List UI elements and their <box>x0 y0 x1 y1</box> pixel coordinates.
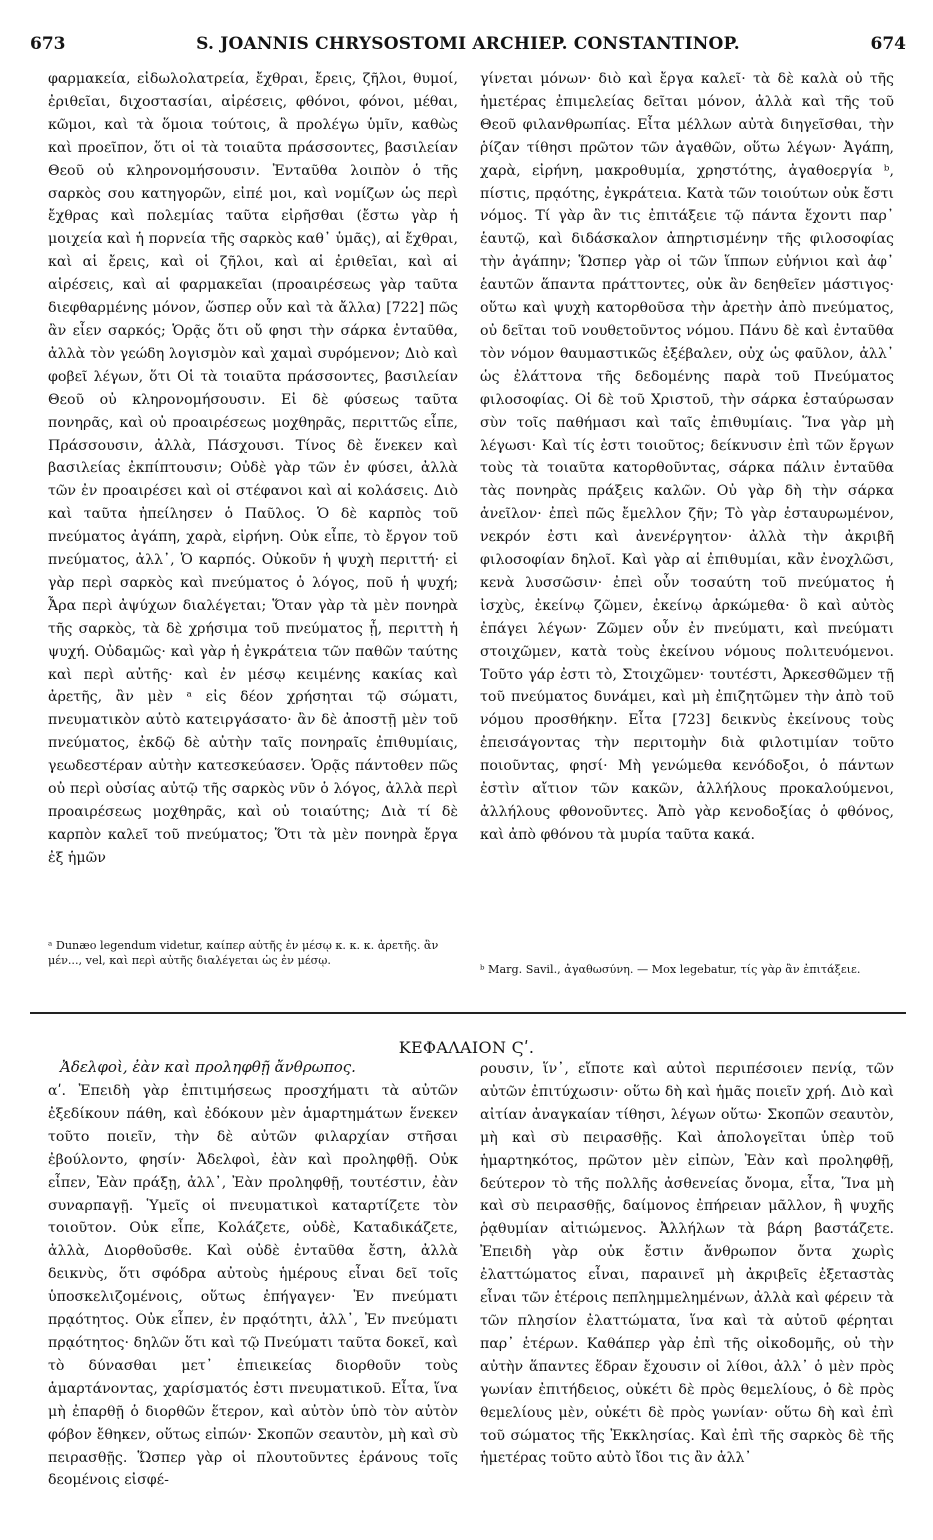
footnote-a: ᵃ Dunæo legendum videtur, καίπερ αὐτῆς ἐν μέσῳ κ. κ. κ. ἀρετῆς. ἂν μέν..., vel, καὶ περὶ αὐτῆς διαλέγεται ὡς ἐν μέσῳ. <box>48 939 439 967</box>
upper-right-text: γίνεται μόνων· διὸ καὶ ἔργα καλεῖ· τὰ δὲ καλὰ οὐ τῆς ἡμετέρας ἐπιμελείας δεῖται μόνον, ἀλλὰ καὶ τῆς τοῦ Θεοῦ φιλανθρωπίας. Εἶτα μέλλων αὐτὰ διηγεῖσθαι, τὴν ῥίζαν τίθησι πρῶτον τῶν ἀγαθῶν, οὕτω λέγων· Ἀγάπη, χαρὰ, εἰρήνη, μακροθυμία, χρηστότης, ἀγαθοεργία ᵇ, πίστις, πρᾳότης, ἐγκράτεια. Κατὰ τῶν τοιούτων οὐκ ἔστι νόμος. Τί γὰρ ἂν τις ἐπιτάξειε τῷ πάντα ἔχοντι παρ᾽ ἑαυτῷ, καὶ διδάσκαλον ἀπηρτισμένην τῆς φιλοσοφίας τὴν ἀγάπην; Ὥσπερ γὰρ οἱ τῶν ἵππων εὐήνιοι καὶ ἀφ᾽ ἑαυτῶν ἅπαντα πράττοντες, οὐκ ἂν δεηθεῖεν μάστιγος· οὕτω καὶ ψυχὴ κατορθοῦσα τὴν ἀρετὴν ἀπὸ πνεύματος, οὐ δεῖται τοῦ νουθετοῦντος νόμου. Πάνυ δὲ καὶ ἐνταῦθα τὸν νόμον θαυμαστικῶς ἐξέβαλεν, οὐχ ὡς φαῦλον, ἀλλ᾽ ὡς ἐλάττονα τῆς δεδομένης παρὰ τοῦ Πνεύματος φιλοσοφίας. Οἱ δὲ τοῦ Χριστοῦ, τὴν σάρκα ἐσταύρωσαν σὺν τοῖς παθήμασι καὶ ταῖς ἐπιθυμίαις. Ἵνα γὰρ μὴ λέγωσι· Καὶ τίς ἐστι τοιοῦτος; δείκνυσιν ἐπὶ τῶν ἔργων τοὺς τὰ τοιαῦτα κατορθοῦντας, σάρκα πάλιν ἐνταῦθα τὰς πονηρὰς πράξεις καλῶν. Οὐ γὰρ δὴ τὴν σάρκα ἀνεῖλον· ἐπεὶ πῶς ἔμελλον ζῆν; Τὸ γὰρ ἐσταυρωμένον, νεκρόν ἐστι καὶ ἀνενέργητον· ἀλλὰ τὴν ἀκριβῆ φιλοσοφίαν δηλοῖ. Καὶ γὰρ αἱ ἐπιθυμίαι, κἂν ἐνοχλῶσι, κενὰ λυσσῶσιν· ἐπεὶ οὖν τοσαύτη τοῦ πνεύματος ἡ ἰσχὺς, ἐκείνῳ ζῶμεν, ἐκείνῳ ἀρκώμεθα· ὃ καὶ αὐτὸς ἐπάγει λέγων· Ζῶμεν οὖν ἐν πνεύματι, καὶ πνεύματι στοιχῶμεν, κατὰ τοὺς ἐκείνου νόμους πολιτευόμενοι. Τοῦτο γάρ ἐστι τὸ, Στοιχῶμεν· τουτέστι, Ἀρκεσθῶμεν τῇ τοῦ πνεύματος δυνάμει, καὶ μὴ ἐπιζητῶμεν τὴν ἀπὸ τοῦ νόμου προσθήκην. Εἶτα [723] δεικνὺς ἐκείνους τοὺς ἐπεισάγοντας τὴν περιτομὴν διὰ φιλοτιμίαν τοῦτο ποιοῦντας, φησί· Μὴ γενώμεθα κενόδοξοι, ὁ πάντων ἐστὶν αἴτιον τῶν κακῶν, ἀλλήλους προκαλούμενοι, ἀλλήλους φθονοῦντες. Ἀπὸ γὰρ κενοδοξίας ὁ φθόνος, καὶ ἀπὸ φθόνου τὰ μυρία ταῦτα κακά. <box>480 71 894 843</box>
page-number-left: 673 <box>30 34 66 54</box>
running-head-title: S. JOANNIS CHRYSOSTOMI ARCHIEP. CONSTANTINOP. <box>196 34 740 54</box>
running-header <box>30 34 906 58</box>
lower-left-text: αʹ. Ἐπειδὴ γὰρ ἐπιτιμήσεως προσχήματι τὰ αὐτῶν ἐξεδίκουν πάθη, καὶ ἐδόκουν μὲν ἁμαρτημάτων ἕνεκεν τοῦτο ποιεῖν, τὴν δὲ αὐτῶν φιλαρχίαν στῆσαι ἐβούλοντο, φησίν· Ἀδελφοὶ, ἐὰν καὶ προληφθῇ. Οὐκ εἶπεν, Ἐὰν πράξῃ, ἀλλ᾽, Ἐὰν προληφθῇ, τουτέστιν, ἐὰν συναρπαγῇ. Ὑμεῖς οἱ πνευματικοὶ καταρτίζετε τὸν τοιοῦτον. Οὐκ εἶπε, Κολάζετε, οὐδὲ, Καταδικάζετε, ἀλλὰ, Διορθοῦσθε. Καὶ οὐδὲ ἐνταῦθα ἔστη, ἀλλὰ δεικνὺς, ὅτι σφόδρα αὐτοὺς ἡμέρους εἶναι δεῖ τοῖς ὑποσκελιζομένοις, οὕτως ἐπήγαγεν· Ἐν πνεύματι πρᾳότητος. Οὐκ εἶπεν, ἐν πρᾳότητι, ἀλλ᾽, Ἐν πνεύματι πρᾳότητος· δηλῶν ὅτι καὶ τῷ Πνεύματι ταῦτα δοκεῖ, καὶ τὸ δύνασθαι μετ᾽ ἐπιεικείας διορθοῦν τοὺς ἁμαρτάνοντας, χαρίσματός ἐστι πνευματικοῦ. Εἶτα, ἵνα μὴ ἐπαρθῇ ὁ διορθῶν ἕτερον, καὶ αὐτὸν ὑπὸ τὸν αὐτὸν φόβον ἔθηκεν, οὕτως εἰπών· Σκοπῶν σεαυτὸν, μὴ καὶ σὺ πειρασθῇς. Ὥσπερ γὰρ οἱ πλουτοῦντες ἐράνους τοῖς δεομένοις εἰσφέ- <box>48 1083 458 1489</box>
upper-left-text: φαρμακεία, εἰδωλολατρεία, ἔχθραι, ἔρεις, ζῆλοι, θυμοί, ἐριθεῖαι, διχοστασίαι, αἱρέσεις, φθόνοι, φόνοι, μέθαι, κῶμοι, καὶ τὰ ὅμοια τούτοις, ἃ προλέγω ὑμῖν, καθὼς καὶ προεῖπον, ὅτι οἱ τὰ τοιαῦτα πράσσοντες, βασιλείαν Θεοῦ οὐ κληρονομήσουσιν. Ἐνταῦθα λοιπὸν ὁ τῆς σαρκὸς σου κατηγορῶν, εἰπέ μοι, καὶ νομίζων ὡς περὶ ἔχθρας καὶ πολεμίας ταῦτα εἰρῆσθαι (ἔστω γὰρ ἡ μοιχεία καὶ ἡ πορνεία τῆς σαρκὸς καθ᾽ ὑμᾶς), αἱ ἔχθραι, καὶ αἱ ἔρεις, καὶ οἱ ζῆλοι, καὶ αἱ ἐριθεῖαι, καὶ αἱ αἱρέσεις, καὶ αἱ φαρμακεῖαι (προαιρέσεως γὰρ ταῦτα διεφθαρμένης μόνον, ὥσπερ οὖν καὶ τὰ ἄλλα) [722] πῶς ἂν εἶεν σαρκός; Ὁρᾷς ὅτι οὔ φησι τὴν σάρκα ἐνταῦθα, ἀλλὰ τὸν γεώδη λογισμὸν καὶ χαμαὶ συρόμενον; Διὸ καὶ φοβεῖ λέγων, ὅτι Οἱ τὰ τοιαῦτα πράσσοντες, βασιλείαν Θεοῦ οὐ κληρονομήσουσιν. Εἰ δὲ φύσεως ταῦτα πονηρᾶς, καὶ οὐ προαιρέσεως μοχθηρᾶς, περιττῶς εἶπε, Πράσσουσιν, ἀλλὰ, Πάσχουσι. Τίνος δὲ ἕνεκεν καὶ βασιλείας ἐκπίπτουσιν; Οὐδὲ γὰρ τῶν ἐν φύσει, ἀλλὰ τῶν ἐν προαιρέσει καὶ οἱ στέφανοι καὶ αἱ κολάσεις. Διὸ καὶ ταῦτα ἠπείλησεν ὁ Παῦλος. Ὁ δὲ καρπὸς τοῦ πνεύματος ἀγάπη, χαρὰ, εἰρήνη. Οὐκ εἶπε, τὸ ἔργον τοῦ πνεύματος, ἀλλ᾽, Ὁ καρπός. Οὐκοῦν ἡ ψυχὴ περιττή· εἰ γὰρ περὶ σαρκὸς καὶ πνεύματος ὁ λόγος, ποῦ ἡ ψυχή; Ἆρα περὶ ἀψύχων διαλέγεται; Ὅταν γὰρ τὰ μὲν πονηρὰ τῆς σαρκὸς, τὰ δὲ χρήσιμα τοῦ πνεύματος ᾖ, περιττὴ ἡ ψυχή. Οὐδαμῶς· καὶ γὰρ ἡ ἐγκράτεια τῶν παθῶν ταύτης καὶ περὶ αὐτῆς· καὶ ἐν μέσῳ κειμένης κακίας καὶ ἀρετῆς, ἂν μὲν ᵃ εἰς δέον χρήσηται τῷ σώματι, πνευματικὸν αὐτὸ κατειργάσατο· ἂν δὲ ἀποστῇ μὲν τοῦ πνεύματος, ἐκδῷ δὲ αὐτὴν ταῖς πονηραῖς ἐπιθυμίαις, γεωδεστέραν αὐτὴν κατεσκεύασεν. Ὁρᾷς πάντοθεν πῶς οὐ περὶ οὐσίας αὐτῷ τῆς σαρκὸς νῦν ὁ λόγος, ἀλλὰ περὶ προαιρέσεως μοχθηρᾶς, καὶ οὐ τοιαύτης; Διὰ τί δὲ καρπὸν καλεῖ τοῦ πνεύματος; Ὅτι τὰ μὲν πονηρὰ ἔργα ἐξ ἡμῶν <box>48 71 458 866</box>
section-divider-rule <box>30 1012 906 1014</box>
lower-right-text: ρουσιν, ἵν᾽, εἴποτε καὶ αὐτοὶ περιπέσοιεν πενίᾳ, τῶν αὐτῶν ἐπιτύχωσιν· οὕτω δὴ καὶ ἡμᾶς ποιεῖν χρή. Διὸ καὶ αἰτίαν ἀναγκαίαν τίθησι, λέγων οὕτω· Σκοπῶν σεαυτὸν, μὴ καὶ σὺ πειρασθῇς. Καὶ ἀπολογεῖται ὑπὲρ τοῦ ἡμαρτηκότος, πρῶτον μὲν εἰπὼν, Ἐὰν καὶ προληφθῇ, δεύτερον τὸ τῆς πολλῆς ἀσθενείας ὄνομα, εἶτα, Ἵνα μὴ καὶ σὺ πειρασθῇς, δαίμονος ἐπήρειαν μᾶλλον, ἢ ψυχῆς ῥᾳθυμίαν αἰτιώμενος. Ἀλλήλων τὰ βάρη βαστάζετε. Ἐπειδὴ γὰρ οὐκ ἔστιν ἄνθρωπον ὄντα χωρὶς ἐλαττώματος εἶναι, παραινεῖ μὴ ἀκριβεῖς ἐξεταστὰς εἶναι τῶν ἑτέροις πεπλημμελημένων, ἀλλὰ καὶ φέρειν τὰ τῶν πλησίον ἐλαττώματα, ἵνα καὶ τὰ αὐτοῦ φέρηται παρ᾽ ἑτέρων. Καθάπερ γὰρ ἐπὶ τῆς οἰκοδομῆς, οὐ τὴν αὐτὴν ἅπαντες ἕδραν ἔχουσιν οἱ λίθοι, ἀλλ᾽ ὁ μὲν πρὸς γωνίαν ἐπιτήδειος, οὐκέτι δὲ πρὸς θεμελίους, ὁ δὲ πρὸς θεμελίους μὲν, οὐκέτι δὲ πρὸς γωνίαν· οὕτω δὴ καὶ ἐπὶ τοῦ σώματος τῆς Ἐκκλησίας. Καὶ ἐπὶ τῆς σαρκὸς δὲ τῆς ἡμετέρας τοῦτο αὐτὸ ἴδοι τις ἂν ἀλλ᾽ <box>480 1061 894 1467</box>
upper-left-column <box>48 68 458 870</box>
lower-left-column <box>48 1080 458 1492</box>
footnote-b: ᵇ Marg. Savil., ἀγαθωσύνη. — Mox legebatur, τίς γὰρ ἂν ἐπιτάξειε. <box>480 963 861 976</box>
upper-right-column <box>480 68 894 847</box>
lower-right-column <box>480 1058 894 1470</box>
page-number-right: 674 <box>870 34 906 54</box>
chapter-subtitle: Ἀδελφοὶ, ἐὰν καὶ προληφθῇ ἄνθρωπος. <box>60 1058 356 1076</box>
chapter-title: ΚΕΦΑΛΑΙΟΝ Ϛʹ. <box>398 1038 535 1057</box>
